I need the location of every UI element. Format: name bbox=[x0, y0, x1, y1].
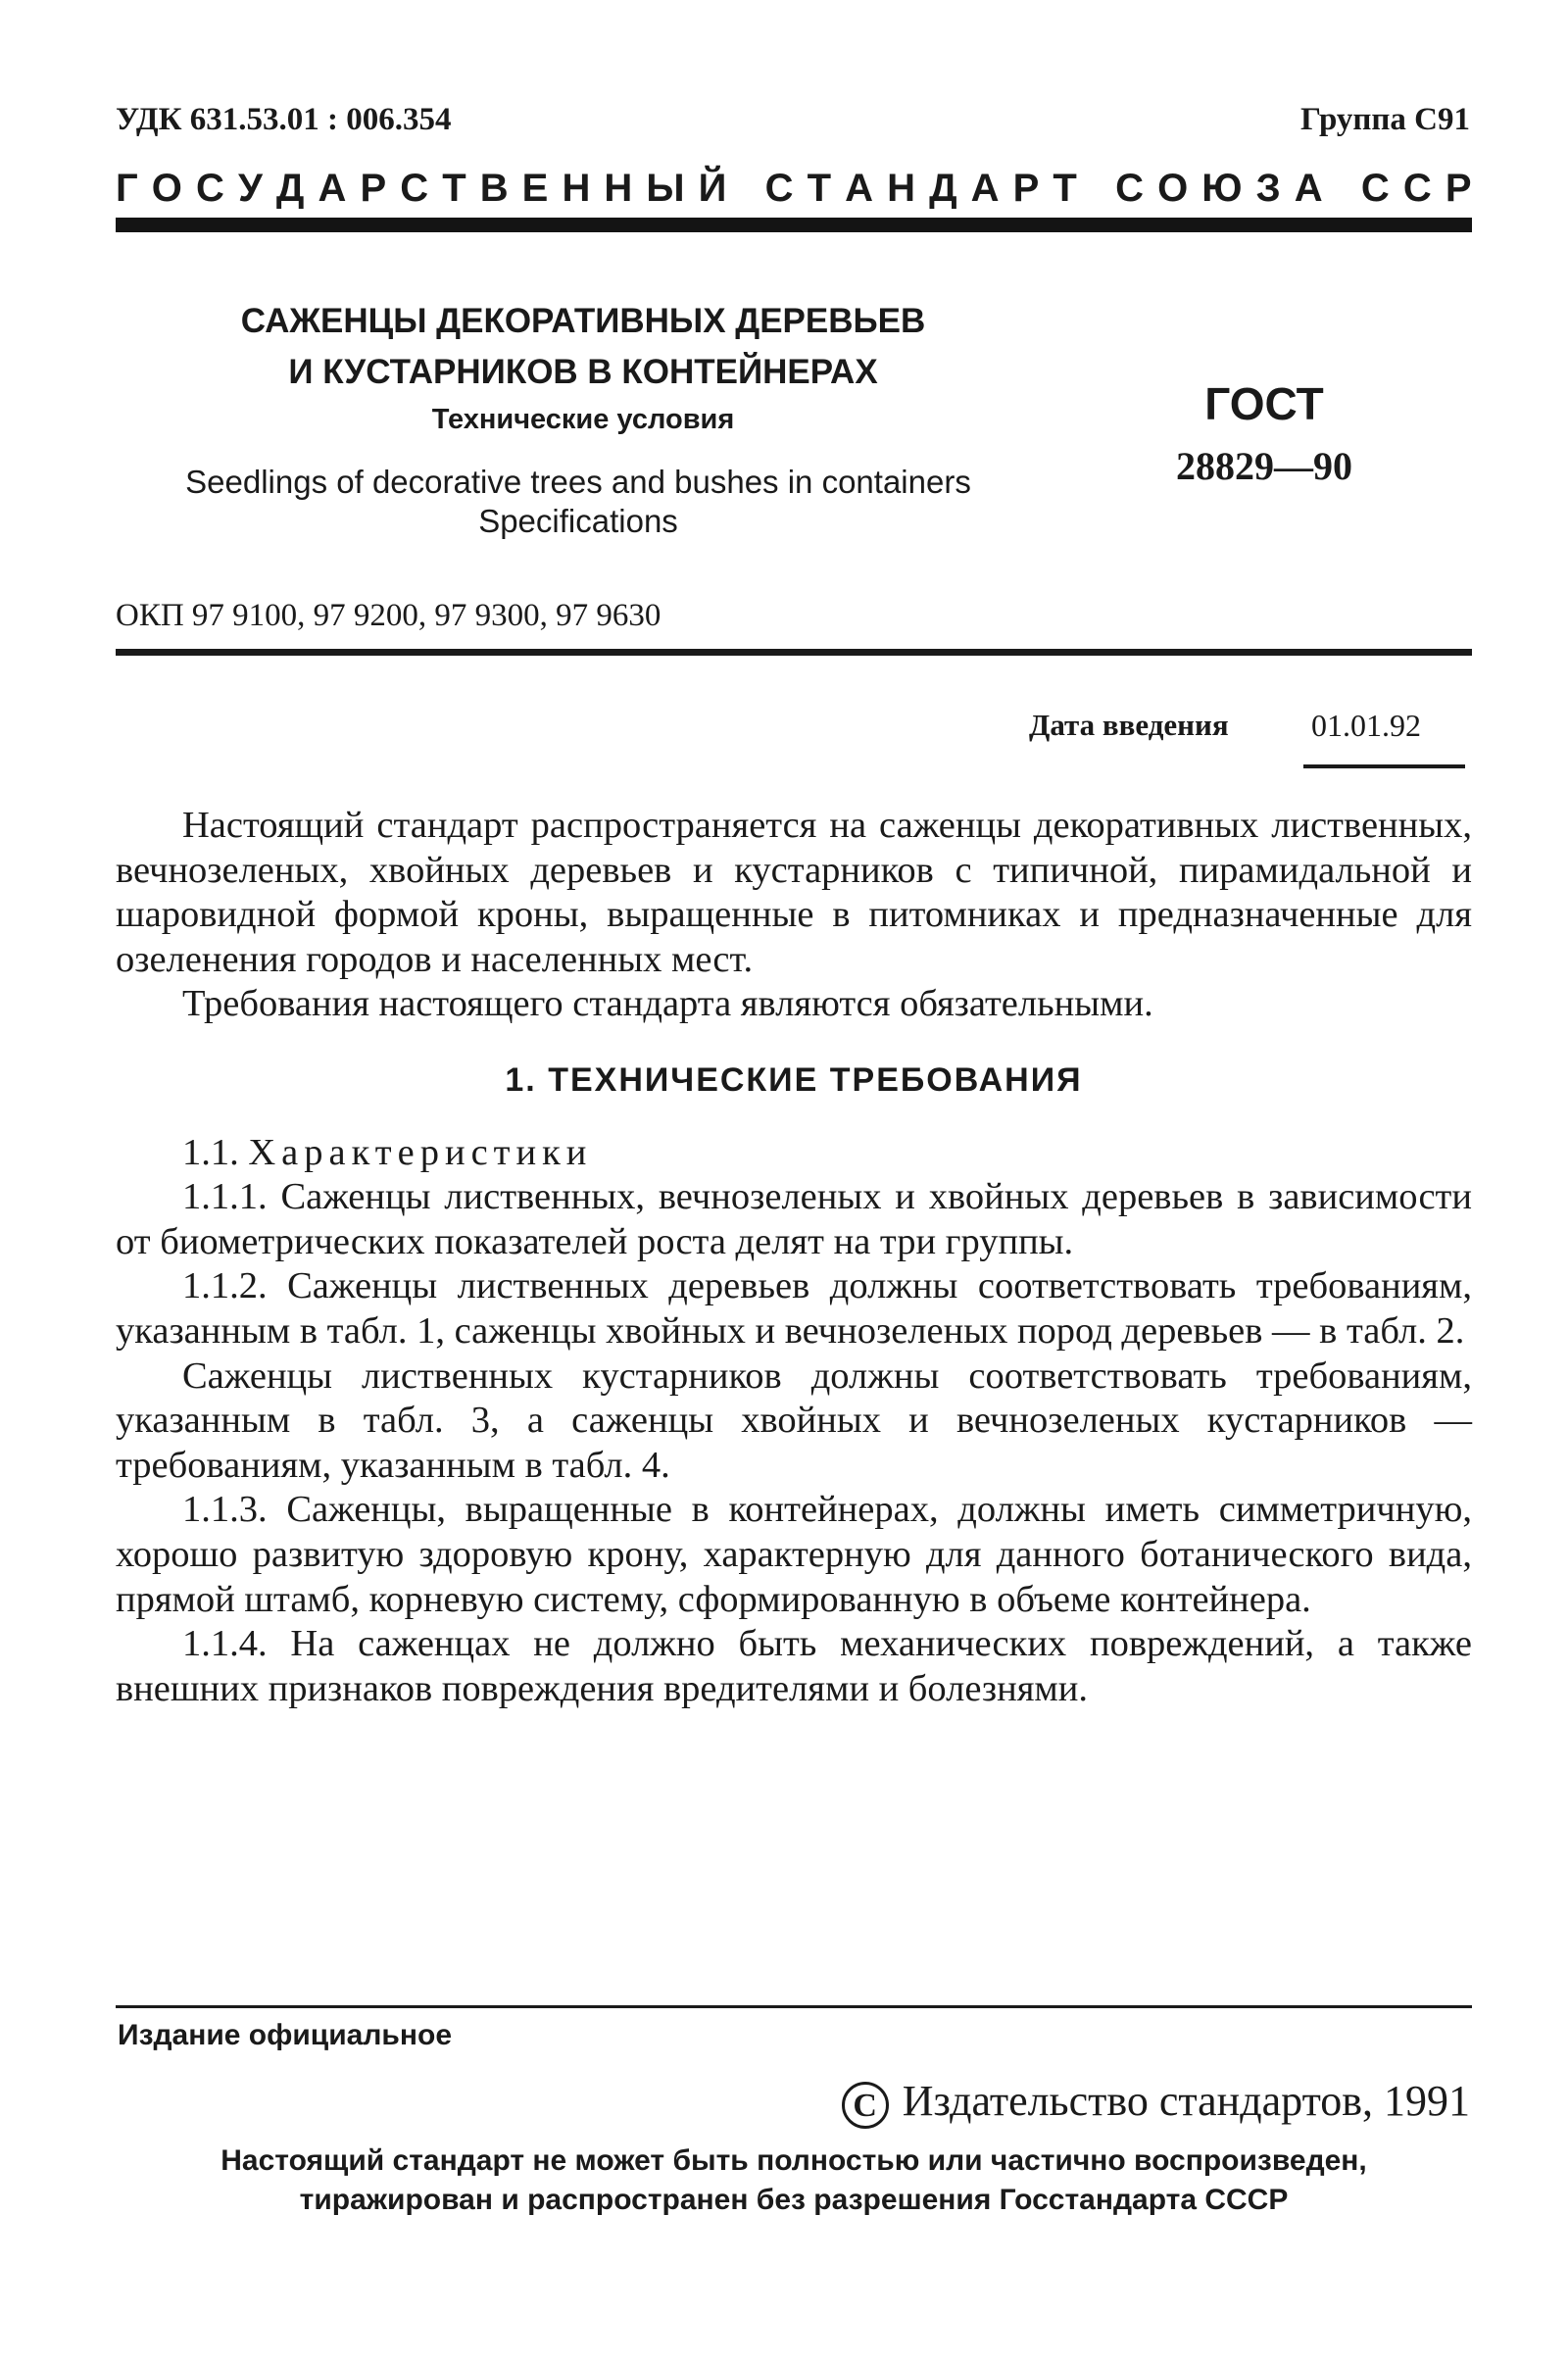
state-standard-letter: У bbox=[237, 167, 263, 210]
state-standard-letter: Р bbox=[1445, 167, 1472, 210]
okp-codes: ОКП 97 9100, 97 9200, 97 9300, 97 9630 bbox=[116, 598, 662, 633]
intro-date-value: 01.01.92 bbox=[1311, 708, 1421, 743]
reproduction-notice-line-2: тиражирован и распространен без разрешения Госстандарта СССР bbox=[299, 2184, 1289, 2216]
document-body bbox=[116, 804, 1472, 1711]
state-standard-letter: Н bbox=[562, 167, 591, 210]
reproduction-notice-line-1: Настоящий стандарт не может быть полностью или частично воспроизведен, bbox=[220, 2144, 1367, 2177]
section-heading: 1. ТЕХНИЧЕСКИЕ ТРЕБОВАНИЯ bbox=[505, 1060, 1083, 1099]
state-standard-letter bbox=[1091, 167, 1102, 211]
state-standard-letter: С bbox=[1115, 167, 1144, 210]
state-standard-letter: С bbox=[764, 167, 794, 210]
state-standard-letter: Т bbox=[807, 167, 832, 210]
document-title bbox=[196, 296, 970, 398]
clause-1-1-2-continued: Саженцы лиственных кустарников должны соответствовать требованиям, указанным в табл. 3, а саженцы хвойных и вечнозеленых кустарников — требованиям, указанным в табл. 4. bbox=[116, 1354, 1472, 1486]
state-standard-letter: О bbox=[1157, 167, 1189, 210]
state-standard-letter: А bbox=[1294, 167, 1323, 210]
state-standard-letter: Д bbox=[275, 167, 305, 210]
intro-date-label: Дата введения bbox=[1029, 708, 1229, 742]
subsection-heading bbox=[116, 1131, 1472, 1176]
state-standard-heading bbox=[116, 167, 1472, 211]
state-standard-letter: З bbox=[1255, 167, 1281, 210]
header-rule bbox=[116, 218, 1472, 232]
state-standard-letter bbox=[1337, 167, 1348, 211]
state-standard-letter: А bbox=[318, 167, 347, 210]
state-standard-letter: Е bbox=[521, 167, 549, 210]
subsection-title: Характеристики bbox=[248, 1131, 593, 1173]
okp-rule bbox=[116, 649, 1472, 656]
state-standard-letter: С bbox=[195, 167, 224, 210]
state-standard-letter: С bbox=[400, 167, 429, 210]
state-standard-letter: Й bbox=[698, 167, 727, 210]
gost-number: 28829—90 bbox=[1176, 444, 1352, 488]
title-line-1: САЖЕНЦЫ ДЕКОРАТИВНЫХ ДЕРЕВЬЕВ bbox=[240, 302, 926, 340]
state-standard-letter: Т bbox=[442, 167, 466, 210]
state-standard-letter: Ю bbox=[1201, 167, 1243, 210]
english-subtitle: Specifications bbox=[478, 503, 678, 539]
footer-rule bbox=[116, 2005, 1472, 2008]
state-standard-letter: Р bbox=[1012, 167, 1040, 210]
state-standard-letter: Г bbox=[116, 167, 138, 210]
clause-1-1-4: 1.1.4. На саженцах не должно быть механических повреждений, а также внешних признаков повреждения вредителями и болезнями. bbox=[116, 1623, 1472, 1709]
copyright-text: Издательство стандартов, 1991 bbox=[902, 2077, 1470, 2125]
group-code: Группа С91 bbox=[1300, 102, 1470, 137]
copyright-line bbox=[842, 2076, 1470, 2129]
clause-1-1-1: 1.1.1. Саженцы лиственных, вечнозеленых и хвойных деревьев в зависимости от биометрических показателей роста делят на три группы. bbox=[116, 1176, 1472, 1262]
english-title: Seedlings of decorative trees and bushes in containers bbox=[185, 464, 971, 500]
mandatory-paragraph: Требования настоящего стандарта являются обязательными. bbox=[182, 983, 1153, 1025]
document-subtitle: Технические условия bbox=[431, 404, 735, 435]
clause-1-1-3: 1.1.3. Саженцы, выращенные в контейнерах, должны иметь симметричную, хорошо развитую здоровую крону, характерную для данного ботанического вида, прямой штамб, корневую систему, сформированную в объеме контейнера. bbox=[116, 1489, 1472, 1620]
state-standard-letter: А bbox=[845, 167, 874, 210]
subsection-number: 1.1. bbox=[182, 1131, 239, 1173]
udk-code: УДК 631.53.01 : 006.354 bbox=[116, 102, 452, 137]
clause-1-1-2: 1.1.2. Саженцы лиственных деревьев должны соответствовать требованиям, указанным в табл. 1, саженцы хвойных и вечнозеленых пород деревьев — в табл. 2. bbox=[116, 1265, 1472, 1352]
state-standard-letter: С bbox=[1360, 167, 1390, 210]
gost-label: ГОСТ bbox=[1204, 378, 1324, 429]
state-standard-letter bbox=[740, 167, 751, 211]
title-line-2: И КУСТАРНИКОВ В КОНТЕЙНЕРАХ bbox=[288, 353, 878, 391]
state-standard-letter: Н bbox=[604, 167, 633, 210]
edition-label: Издание официальное bbox=[118, 2019, 453, 2051]
state-standard-letter: Р bbox=[360, 167, 387, 210]
state-standard-letter: В bbox=[479, 167, 509, 210]
state-standard-letter: А bbox=[970, 167, 1000, 210]
scope-paragraph: Настоящий стандарт распространяется на саженцы декоративных лиственных, вечнозеленых, хвойных деревьев и кустарников с типичной, пирамидальной и шаровидной формой кроны, выращенные в питомниках и предназначенные для озеленения городов и населенных мест. bbox=[116, 805, 1472, 980]
state-standard-letter: С bbox=[1402, 167, 1432, 210]
state-standard-letter: Н bbox=[887, 167, 915, 210]
copyright-icon: C bbox=[842, 2082, 889, 2129]
state-standard-letter: Ы bbox=[646, 167, 685, 210]
intro-date-underline bbox=[1303, 764, 1465, 768]
state-standard-letter: Т bbox=[1053, 167, 1077, 210]
state-standard-letter: Д bbox=[929, 167, 957, 210]
state-standard-letter: О bbox=[151, 167, 182, 210]
